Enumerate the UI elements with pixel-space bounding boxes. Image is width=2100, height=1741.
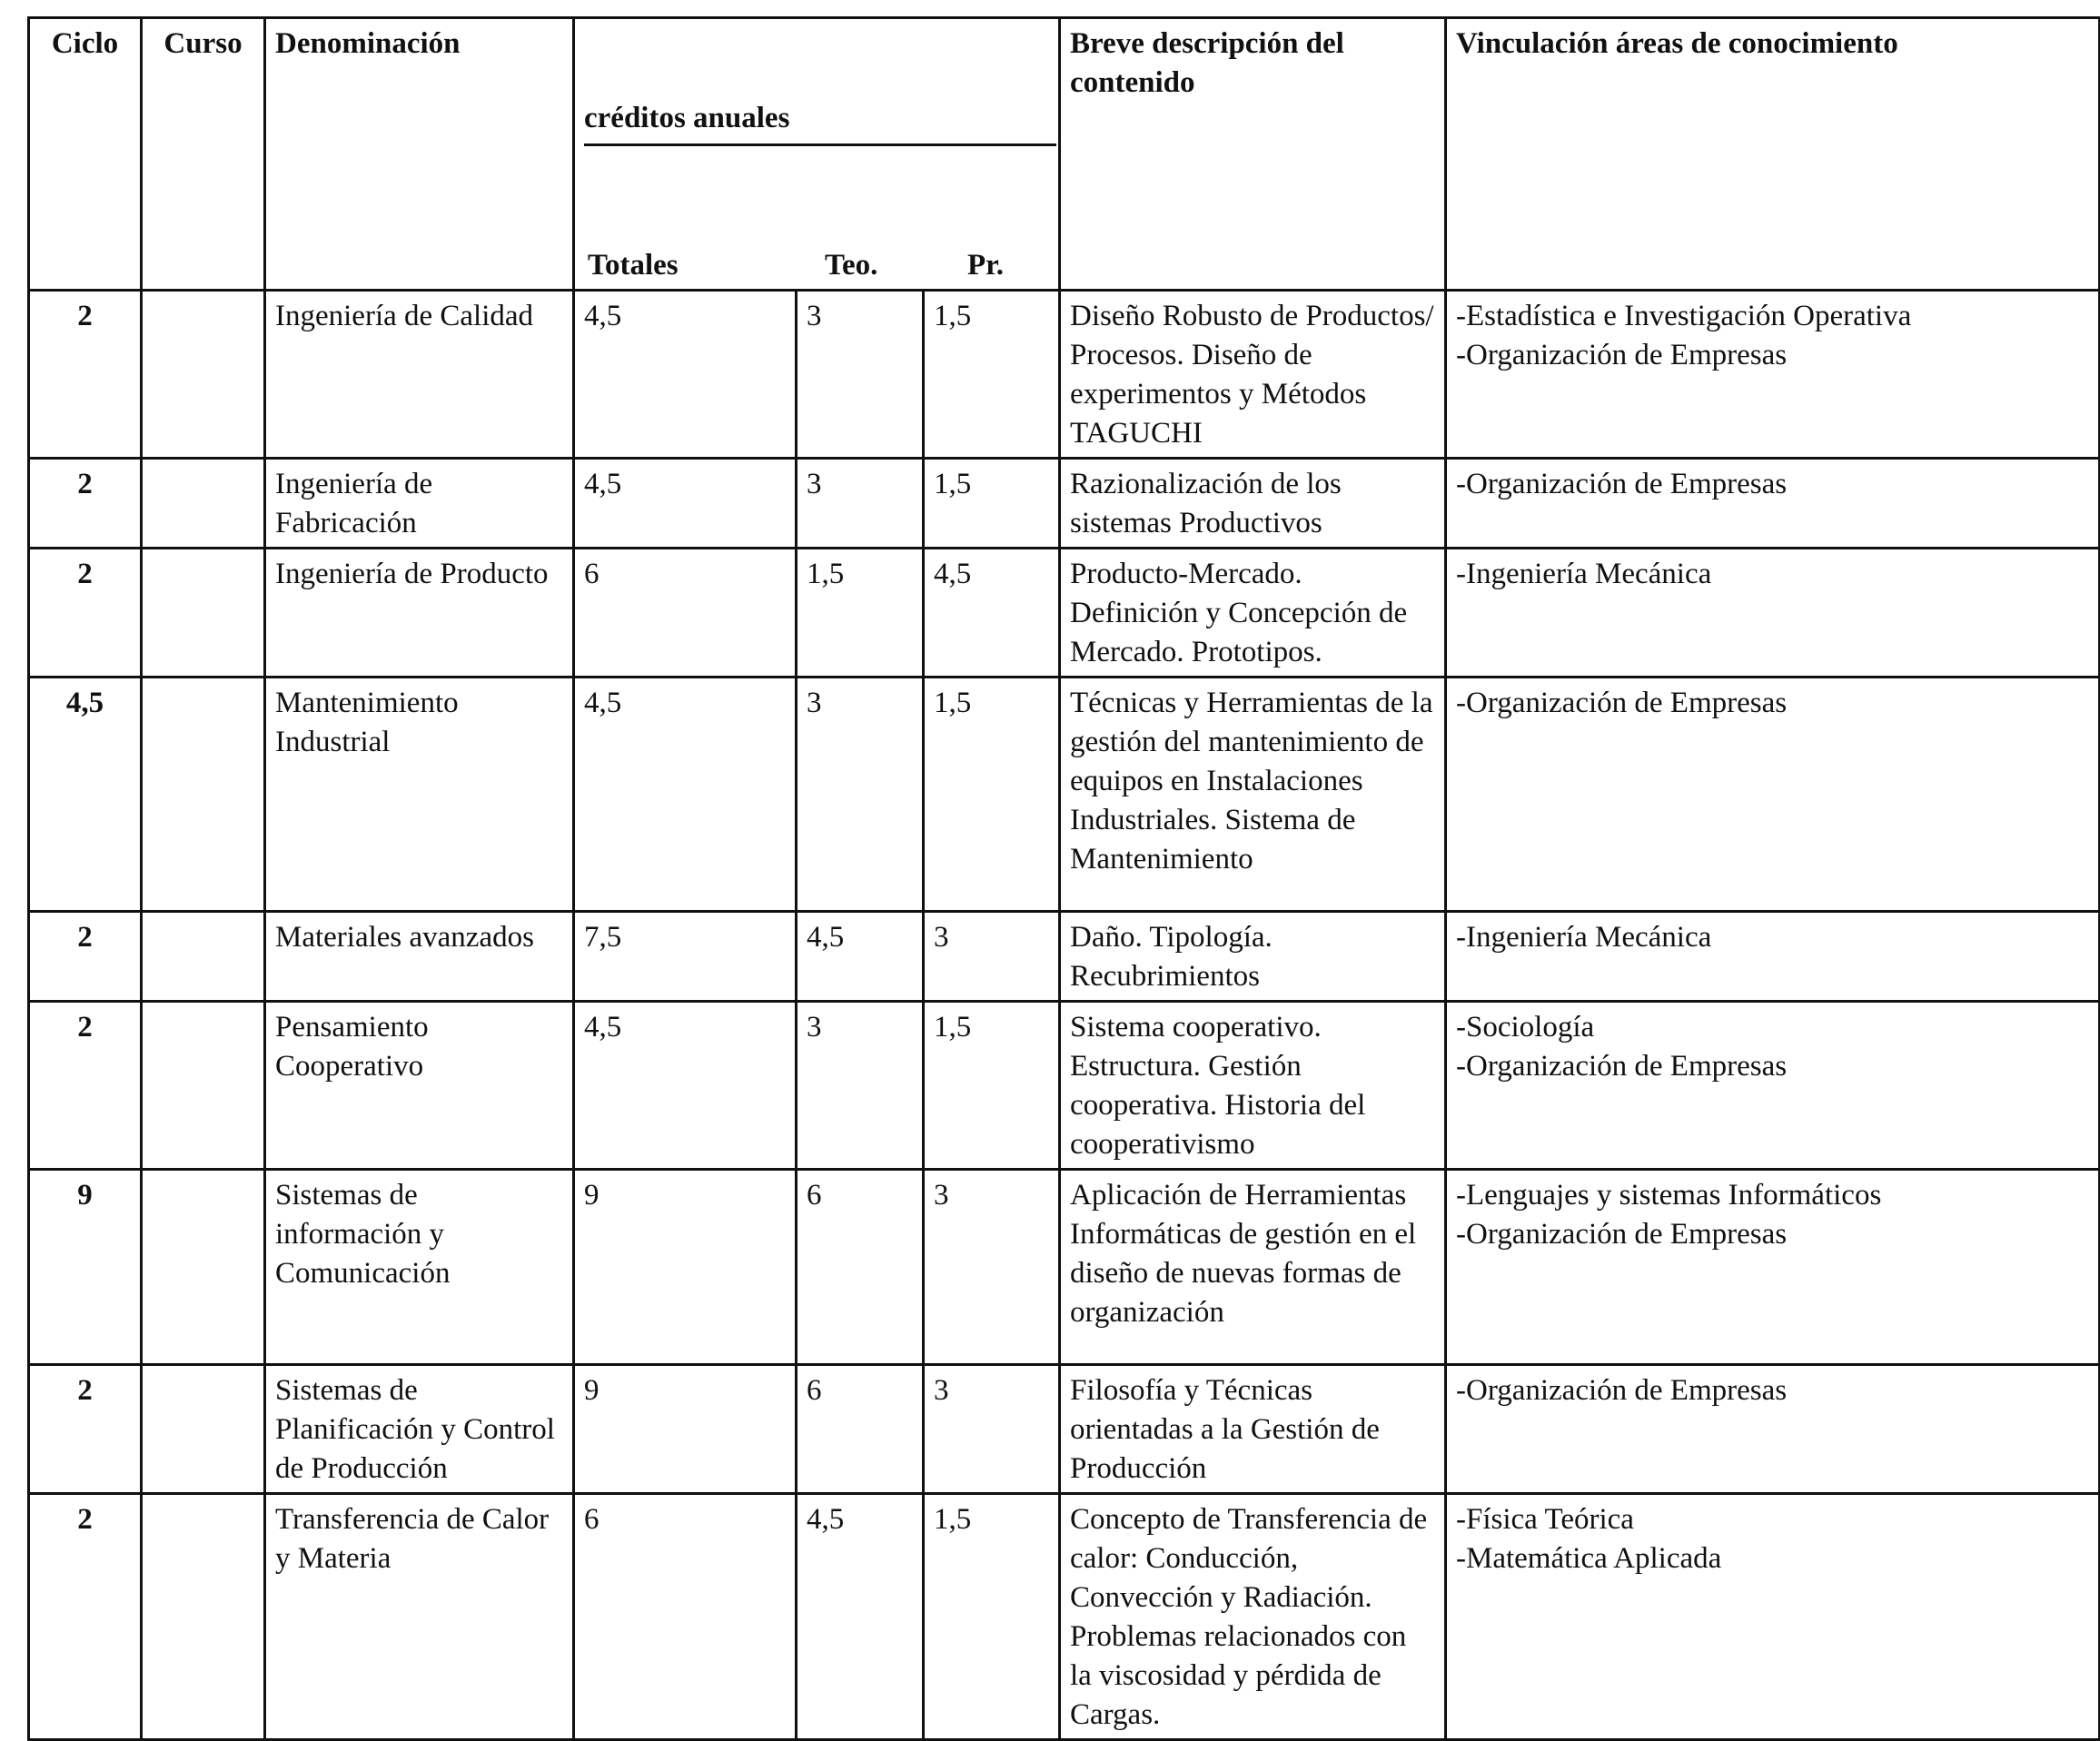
cell-descripcion: Concepto de Transferencia de calor: Conducción, Convección y Radiación. Problemas relacionados con la viscosidad y pérdida de Cargas. — [1060, 1494, 1446, 1740]
cell-denominacion: Materiales avanzados — [265, 912, 574, 1002]
cell-pr: 1,5 — [924, 1494, 1060, 1740]
table-row — [29, 459, 2100, 549]
cell-vinculacion — [1446, 1002, 2100, 1170]
cell-pr: 1,5 — [924, 678, 1060, 912]
cell-pr: 3 — [924, 1170, 1060, 1365]
cell-curso — [142, 1365, 265, 1494]
cell-descripcion: Diseño Robusto de Productos/ Procesos. Diseño de experimentos y Métodos TAGUCHI — [1060, 291, 1446, 459]
cell-ciclo: 2 — [29, 459, 142, 549]
table-row — [29, 291, 2100, 459]
cell-vinculacion — [1446, 678, 2100, 912]
cell-ciclo: 2 — [29, 1002, 142, 1170]
cell-curso — [142, 1170, 265, 1365]
vinculacion-area: -Estadística e Investigación Operativa — [1456, 300, 1912, 332]
cell-denominacion: Mantenimiento Industrial — [265, 678, 574, 912]
header-row — [29, 18, 2100, 291]
cell-ciclo: 2 — [29, 1365, 142, 1494]
table-row — [29, 549, 2100, 678]
vinculacion-area: -Organización de Empresas — [1456, 468, 1788, 500]
cell-ciclo: 9 — [29, 1170, 142, 1365]
cell-vinculacion — [1446, 549, 2100, 678]
cell-vinculacion — [1446, 1494, 2100, 1740]
cell-pr: 1,5 — [924, 1002, 1060, 1170]
cell-totales: 7,5 — [574, 912, 797, 1002]
cell-totales: 6 — [574, 549, 797, 678]
table-row — [29, 1365, 2100, 1494]
table-row — [29, 1494, 2100, 1740]
cell-vinculacion — [1446, 1170, 2100, 1365]
header-curso: Curso — [142, 18, 265, 291]
cell-descripcion: Filosofía y Técnicas orientadas a la Gestión de Producción — [1060, 1365, 1446, 1494]
header-pr: Pr. — [967, 249, 1005, 282]
cell-denominacion: Ingeniería de Calidad — [265, 291, 574, 459]
vinculacion-area: -Matemática Aplicada — [1456, 1542, 1722, 1575]
cell-teo: 4,5 — [797, 1494, 924, 1740]
vinculacion-area: -Sociología — [1456, 1011, 1595, 1044]
cell-totales: 9 — [574, 1365, 797, 1494]
cell-descripcion: Razionalización de los sistemas Productivos — [1060, 459, 1446, 549]
vinculacion-area: -Ingeniería Mecánica — [1456, 921, 1712, 954]
cell-teo: 1,5 — [797, 549, 924, 678]
cell-totales: 6 — [574, 1494, 797, 1740]
header-vinculacion: Vinculación áreas de conocimiento — [1446, 18, 2100, 291]
cell-teo: 6 — [797, 1170, 924, 1365]
cell-curso — [142, 912, 265, 1002]
cell-denominacion: Sistemas de Planificación y Control de Producción — [265, 1365, 574, 1494]
cell-vinculacion — [1446, 291, 2100, 459]
cell-vinculacion — [1446, 1365, 2100, 1494]
cell-descripcion: Aplicación de Herramientas Informáticas de gestión en el diseño de nuevas formas de organización — [1060, 1170, 1446, 1365]
cell-denominacion: Ingeniería de Producto — [265, 549, 574, 678]
cell-ciclo: 2 — [29, 549, 142, 678]
cell-pr: 4,5 — [924, 549, 1060, 678]
cell-vinculacion — [1446, 459, 2100, 549]
cell-totales: 4,5 — [574, 1002, 797, 1170]
cell-teo: 3 — [797, 291, 924, 459]
cell-pr: 3 — [924, 1365, 1060, 1494]
cell-curso — [142, 549, 265, 678]
cell-totales: 4,5 — [574, 459, 797, 549]
cell-totales: 4,5 — [574, 291, 797, 459]
cell-teo: 3 — [797, 1002, 924, 1170]
cell-denominacion: Sistemas de información y Comunicación — [265, 1170, 574, 1365]
cell-ciclo: 2 — [29, 1494, 142, 1740]
cell-curso — [142, 459, 265, 549]
cell-descripcion: Daño. Tipología. Recubrimientos — [1060, 912, 1446, 1002]
cell-teo: 3 — [797, 459, 924, 549]
cell-curso — [142, 291, 265, 459]
header-teo: Teo. — [825, 249, 878, 282]
cell-descripcion: Técnicas y Herramientas de la gestión del mantenimiento de equipos en Instalaciones Industriales. Sistema de Mantenimiento — [1060, 678, 1446, 912]
vinculacion-area: -Organización de Empresas — [1456, 1374, 1788, 1407]
vinculacion-area: -Ingeniería Mecánica — [1456, 558, 1712, 590]
table-row — [29, 1170, 2100, 1365]
header-descripcion: Breve descripción del contenido — [1060, 18, 1446, 291]
header-totales: Totales — [588, 249, 679, 282]
cell-curso — [142, 678, 265, 912]
vinculacion-area: -Organización de Empresas — [1456, 1050, 1788, 1083]
cell-denominacion: Transferencia de Calor y Materia — [265, 1494, 574, 1740]
header-creditos-anuales: créditos anuales — [584, 99, 1056, 146]
header-denominacion: Denominación — [265, 18, 574, 291]
cell-pr: 1,5 — [924, 291, 1060, 459]
cell-ciclo: 2 — [29, 912, 142, 1002]
cell-vinculacion — [1446, 912, 2100, 1002]
cell-pr: 1,5 — [924, 459, 1060, 549]
vinculacion-area: -Organización de Empresas — [1456, 339, 1788, 371]
cell-descripcion: Sistema cooperativo. Estructura. Gestión cooperativa. Historia del cooperativismo — [1060, 1002, 1446, 1170]
cell-descripcion: Producto-Mercado. Definición y Concepción de Mercado. Prototipos. — [1060, 549, 1446, 678]
cell-ciclo: 4,5 — [29, 678, 142, 912]
vinculacion-area: -Organización de Empresas — [1456, 687, 1788, 719]
cell-denominacion: Pensamiento Cooperativo — [265, 1002, 574, 1170]
table-row — [29, 1002, 2100, 1170]
vinculacion-area: -Lenguajes y sistemas Informáticos — [1456, 1179, 1882, 1212]
cell-teo: 3 — [797, 678, 924, 912]
table-row — [29, 912, 2100, 1002]
cell-totales: 4,5 — [574, 678, 797, 912]
cell-ciclo: 2 — [29, 291, 142, 459]
header-ciclo: Ciclo — [29, 18, 142, 291]
curriculum-table — [27, 16, 2100, 1741]
header-creditos — [574, 18, 1060, 291]
cell-pr: 3 — [924, 912, 1060, 1002]
cell-curso — [142, 1002, 265, 1170]
table-body — [29, 291, 2100, 1740]
cell-teo: 6 — [797, 1365, 924, 1494]
cell-teo: 4,5 — [797, 912, 924, 1002]
vinculacion-area: -Organización de Empresas — [1456, 1218, 1788, 1251]
cell-denominacion: Ingeniería de Fabricación — [265, 459, 574, 549]
cell-curso — [142, 1494, 265, 1740]
table-row — [29, 678, 2100, 912]
cell-totales: 9 — [574, 1170, 797, 1365]
vinculacion-area: -Física Teórica — [1456, 1503, 1634, 1536]
